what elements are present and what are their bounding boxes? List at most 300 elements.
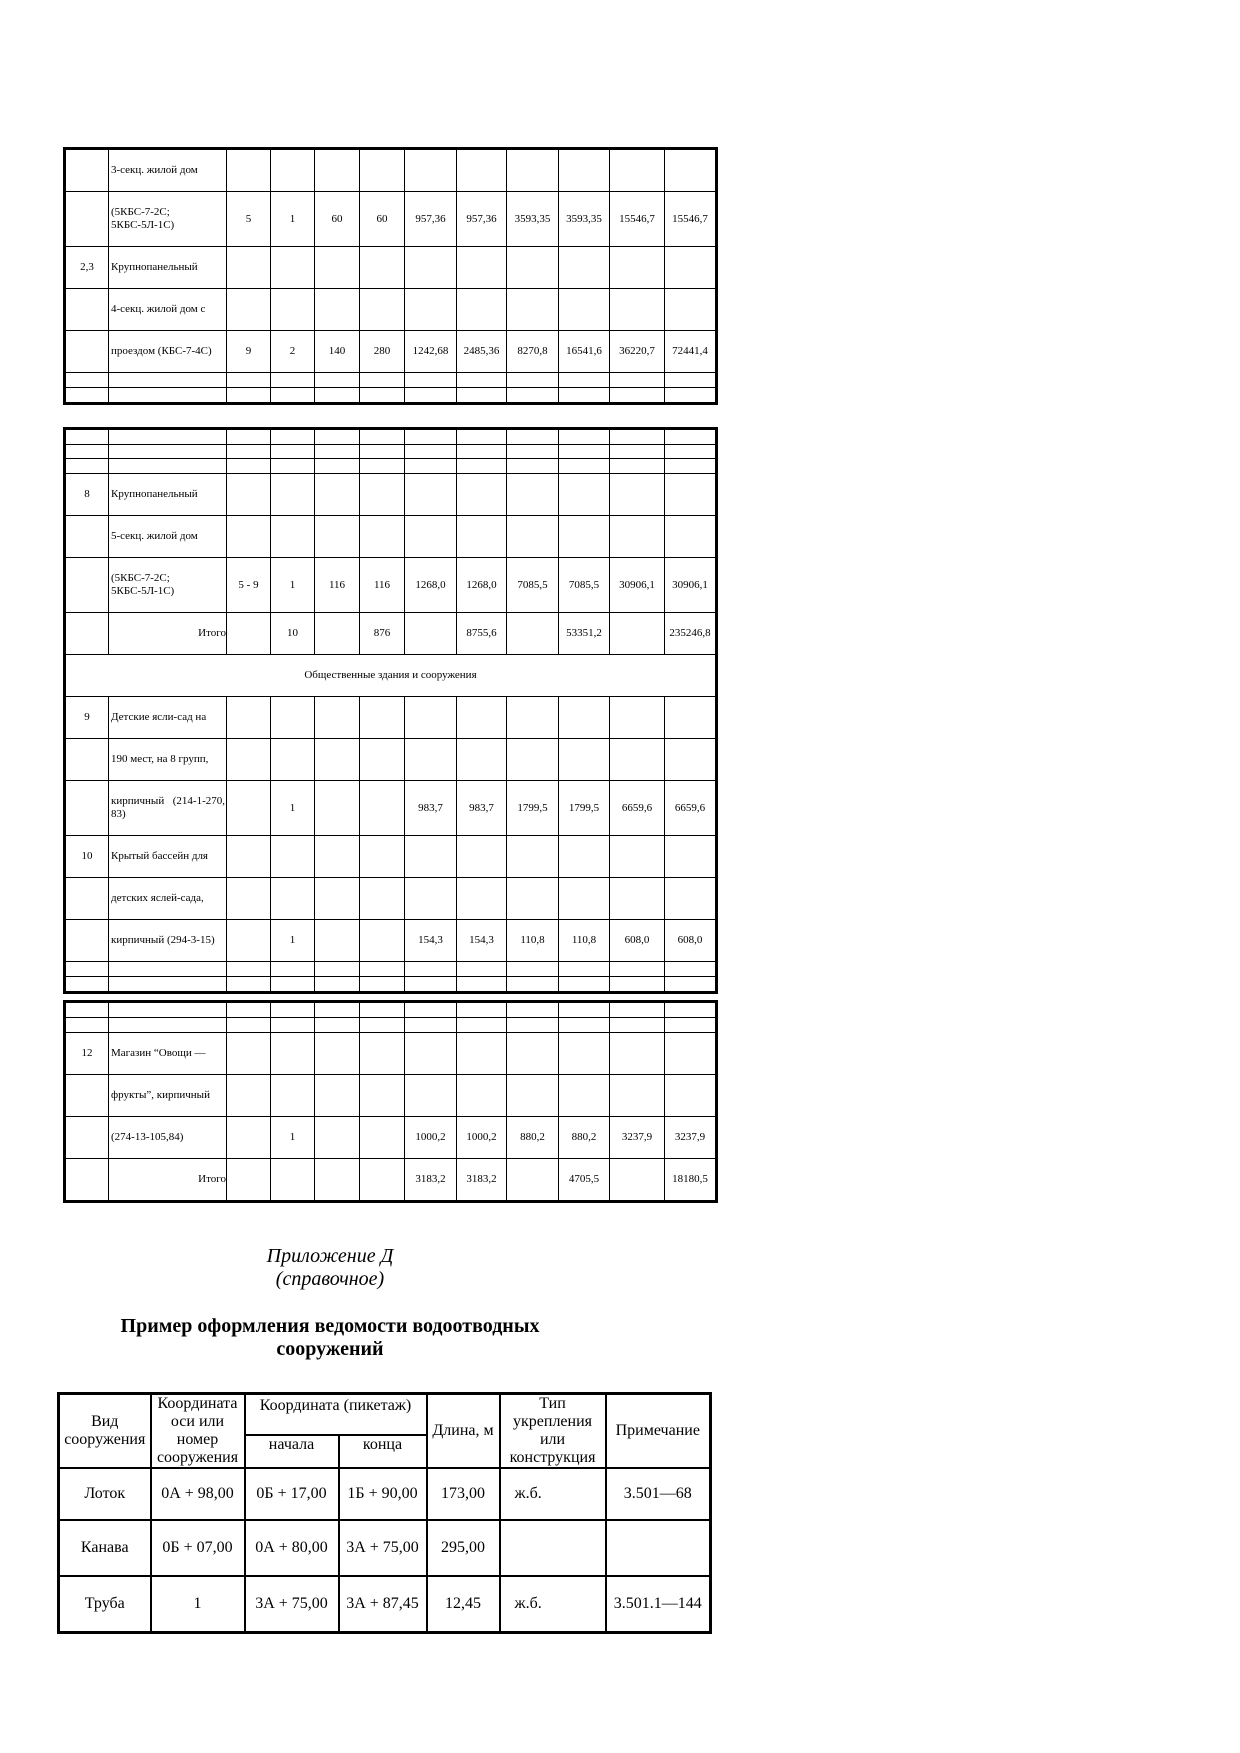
section-title: Общественные здания и сооружения [65,655,717,697]
value-cell [457,459,507,474]
value-cell [457,445,507,459]
number-cell [65,977,109,993]
value-cell [271,388,315,404]
value-cell [227,920,271,962]
value-cell: 15546,7 [665,192,717,247]
value-cell [507,1018,559,1033]
housing-table-part-1-body [65,149,717,404]
value-cell [507,429,559,445]
value-cell [610,474,665,516]
value-cell: 30906,1 [610,558,665,613]
appendix-heading [200,1245,460,1291]
value-cell [405,962,457,977]
drainage-cell: 0Б + 17,00 [245,1468,339,1520]
value-cell [271,429,315,445]
value-cell [610,836,665,878]
value-cell [227,739,271,781]
table-row [65,1117,717,1159]
value-cell [507,247,559,289]
value-cell [457,878,507,920]
number-cell [65,739,109,781]
value-cell [610,149,665,192]
value-cell [559,697,610,739]
value-cell [405,373,457,388]
number-cell [65,613,109,655]
spacer-row [65,459,717,474]
value-cell [559,388,610,404]
value-cell [610,613,665,655]
value-cell [405,388,457,404]
drainage-table-body [59,1468,711,1632]
value-cell [559,739,610,781]
value-cell [610,1033,665,1075]
page-title-line-2: сооружений [276,1338,384,1360]
value-cell [507,878,559,920]
value-cell [360,1075,405,1117]
value-cell [227,388,271,404]
value-cell [271,516,315,558]
value-cell [227,781,271,836]
appendix-label: Приложение Д [266,1245,394,1267]
value-cell [360,1018,405,1033]
value-cell [665,739,717,781]
value-cell [507,1075,559,1117]
value-cell [271,739,315,781]
name-cell: Крупнопанельный [109,247,227,289]
drainage-cell: 3.501—68 [606,1468,711,1520]
value-cell [610,445,665,459]
spacer-row [65,1018,717,1033]
table-row [65,192,717,247]
value-cell [360,1033,405,1075]
value-cell [559,1002,610,1018]
value-cell [227,836,271,878]
value-cell: 608,0 [610,920,665,962]
value-cell [665,1033,717,1075]
value-cell [559,474,610,516]
value-cell [559,1018,610,1033]
value-cell: 1268,0 [457,558,507,613]
value-cell [405,1018,457,1033]
value-cell [227,1033,271,1075]
value-cell [271,878,315,920]
section-row [65,655,717,697]
value-cell: 1799,5 [559,781,610,836]
value-cell: 957,36 [405,192,457,247]
value-cell [315,613,360,655]
value-cell [227,1159,271,1202]
value-cell: 880,2 [507,1117,559,1159]
value-cell: 60 [315,192,360,247]
value-cell [665,962,717,977]
value-cell [457,977,507,993]
value-cell: 1242,68 [405,331,457,373]
value-cell: 154,3 [405,920,457,962]
value-cell [665,459,717,474]
value-cell [227,962,271,977]
number-cell [65,878,109,920]
housing-table-part-2 [63,427,718,994]
value-cell [360,962,405,977]
value-cell [610,373,665,388]
value-cell [457,247,507,289]
name-cell: 5-секц. жилой дом [109,516,227,558]
value-cell: 983,7 [457,781,507,836]
name-cell: 4-секц. жилой дом с [109,289,227,331]
header-axis: Координата оси или номер сооружения [151,1394,245,1469]
table-row [65,1075,717,1117]
value-cell [405,878,457,920]
drainage-cell: Лоток [59,1468,151,1520]
number-cell [65,373,109,388]
name-cell [109,373,227,388]
value-cell [507,388,559,404]
value-cell [227,878,271,920]
table-row [65,920,717,962]
value-cell [360,474,405,516]
number-cell [65,516,109,558]
value-cell [315,1002,360,1018]
number-cell [65,331,109,373]
total-row [65,1159,717,1202]
value-cell [665,388,717,404]
number-cell [65,1117,109,1159]
table-row [65,1033,717,1075]
value-cell [665,836,717,878]
value-cell [360,516,405,558]
value-cell [507,516,559,558]
value-cell: 3593,35 [559,192,610,247]
value-cell: 1 [271,192,315,247]
value-cell [227,516,271,558]
value-cell [665,149,717,192]
name-cell: (5КБС-7-2С; 5КБС-5Л-1С) [109,192,227,247]
value-cell [360,247,405,289]
value-cell [457,474,507,516]
value-cell [315,474,360,516]
value-cell [559,977,610,993]
value-cell [405,289,457,331]
value-cell [227,474,271,516]
value-cell [360,697,405,739]
name-cell: Крупнопанельный [109,474,227,516]
value-cell [227,289,271,331]
drainage-cell: 3А + 75,00 [339,1520,427,1576]
value-cell [227,1117,271,1159]
value-cell [405,459,457,474]
name-cell: Детские ясли-сад на [109,697,227,739]
value-cell [315,149,360,192]
value-cell [315,739,360,781]
value-cell [271,247,315,289]
value-cell [360,289,405,331]
value-cell [360,920,405,962]
value-cell [665,474,717,516]
value-cell [227,445,271,459]
drainage-cell: ж.б. [500,1468,606,1520]
value-cell: 280 [360,331,405,373]
value-cell [559,878,610,920]
value-cell [507,149,559,192]
value-cell [457,836,507,878]
value-cell [610,247,665,289]
value-cell: 8755,6 [457,613,507,655]
table-row [65,878,717,920]
number-cell [65,781,109,836]
value-cell [507,459,559,474]
drainage-row [59,1468,711,1520]
header-end: конца [339,1435,427,1468]
value-cell [271,1033,315,1075]
value-cell [315,459,360,474]
value-cell [610,429,665,445]
drainage-cell: 3А + 75,00 [245,1576,339,1632]
number-cell [65,1018,109,1033]
value-cell [227,697,271,739]
table-row [65,474,717,516]
value-cell [457,739,507,781]
drainage-cell: Канава [59,1520,151,1576]
value-cell [665,445,717,459]
number-cell: 10 [65,836,109,878]
appendix-note: (справочное) [275,1268,385,1290]
value-cell [559,373,610,388]
spacer-row [65,388,717,404]
value-cell [315,289,360,331]
name-cell: 3-секц. жилой дом [109,149,227,192]
drainage-cell: 12,45 [427,1576,500,1632]
table-row [65,516,717,558]
value-cell [507,836,559,878]
name-cell: (5КБС-7-2С; 5КБС-5Л-1С) [109,558,227,613]
value-cell [457,697,507,739]
drainage-cell: 1Б + 90,00 [339,1468,427,1520]
number-cell: 12 [65,1033,109,1075]
value-cell: 1799,5 [507,781,559,836]
number-cell [65,459,109,474]
value-cell: 3237,9 [610,1117,665,1159]
value-cell: 1000,2 [405,1117,457,1159]
value-cell [665,697,717,739]
housing-table-part-1 [63,147,718,405]
value-cell: 6659,6 [610,781,665,836]
value-cell [360,445,405,459]
value-cell [360,1002,405,1018]
value-cell [405,445,457,459]
drainage-cell [500,1520,606,1576]
spacer-row [65,445,717,459]
drainage-row [59,1520,711,1576]
value-cell [457,388,507,404]
value-cell: 1 [271,1117,315,1159]
number-cell [65,429,109,445]
number-cell [65,289,109,331]
value-cell [457,962,507,977]
value-cell [315,781,360,836]
value-cell [610,388,665,404]
table-row [65,247,717,289]
value-cell [405,1075,457,1117]
value-cell [507,977,559,993]
number-cell: 2,3 [65,247,109,289]
number-cell [65,388,109,404]
value-cell: 1268,0 [405,558,457,613]
value-cell [665,289,717,331]
value-cell [405,836,457,878]
value-cell [559,1033,610,1075]
value-cell: 8270,8 [507,331,559,373]
value-cell: 72441,4 [665,331,717,373]
value-cell: 3237,9 [665,1117,717,1159]
value-cell: 957,36 [457,192,507,247]
header-kind: Вид сооружения [59,1394,151,1469]
value-cell [610,739,665,781]
drainage-cell: 0А + 98,00 [151,1468,245,1520]
value-cell [610,459,665,474]
number-cell [65,1159,109,1202]
drainage-cell: 173,00 [427,1468,500,1520]
value-cell [315,1018,360,1033]
value-cell [315,836,360,878]
value-cell [457,1018,507,1033]
value-cell [405,1002,457,1018]
value-cell [360,149,405,192]
value-cell [271,149,315,192]
value-cell [271,289,315,331]
value-cell [507,474,559,516]
value-cell [610,516,665,558]
value-cell [559,247,610,289]
value-cell: 3183,2 [405,1159,457,1202]
value-cell: 10 [271,613,315,655]
header-start: начала [245,1435,339,1468]
value-cell [665,516,717,558]
value-cell [405,977,457,993]
value-cell [457,289,507,331]
value-cell [227,1018,271,1033]
value-cell [315,1117,360,1159]
value-cell [405,613,457,655]
drainage-structures-table [57,1392,712,1634]
value-cell [559,836,610,878]
value-cell [360,1117,405,1159]
header-type: Тип укрепления или конструкция [500,1394,606,1469]
number-cell [65,445,109,459]
value-cell [271,459,315,474]
drainage-cell: 0А + 80,00 [245,1520,339,1576]
value-cell [665,1075,717,1117]
value-cell: 53351,2 [559,613,610,655]
value-cell [227,1075,271,1117]
name-cell: фрукты”, кирпичный [109,1075,227,1117]
value-cell [665,1002,717,1018]
number-cell [65,962,109,977]
value-cell [610,289,665,331]
value-cell [360,373,405,388]
value-cell [271,1159,315,1202]
value-cell [665,977,717,993]
value-cell [405,697,457,739]
value-cell: 116 [360,558,405,613]
drainage-cell: 3А + 87,45 [339,1576,427,1632]
value-cell [610,878,665,920]
name-cell: 190 мест, на 8 групп, [109,739,227,781]
value-cell: 5 [227,192,271,247]
drainage-cell: ж.б. [500,1576,606,1632]
value-cell [315,1033,360,1075]
value-cell [457,429,507,445]
table-row [65,836,717,878]
value-cell [559,1075,610,1117]
name-cell: Крытый бассейн для [109,836,227,878]
value-cell [227,247,271,289]
value-cell [315,1159,360,1202]
name-cell [109,429,227,445]
value-cell: 15546,7 [610,192,665,247]
value-cell [227,149,271,192]
value-cell [457,516,507,558]
value-cell [507,289,559,331]
value-cell [507,445,559,459]
value-cell [507,1159,559,1202]
name-cell [109,388,227,404]
value-cell [665,1018,717,1033]
value-cell: 9 [227,331,271,373]
housing-table-part-2-body [65,429,717,993]
value-cell [457,1075,507,1117]
value-cell [507,1002,559,1018]
name-cell [109,445,227,459]
value-cell [507,373,559,388]
number-cell [65,192,109,247]
value-cell [315,388,360,404]
value-cell [457,149,507,192]
value-cell: 2485,36 [457,331,507,373]
table-row [65,739,717,781]
value-cell: 2 [271,331,315,373]
spacer-row [65,373,717,388]
housing-table-part-3 [63,1000,718,1203]
value-cell [405,1033,457,1075]
number-cell [65,558,109,613]
value-cell: 235246,8 [665,613,717,655]
table-row [65,697,717,739]
name-cell: Магазин “Овощи — [109,1033,227,1075]
name-cell: (274-13-105,84) [109,1117,227,1159]
value-cell: 140 [315,331,360,373]
name-cell: проездом (КБС-7-4С) [109,331,227,373]
value-cell: 880,2 [559,1117,610,1159]
value-cell [610,977,665,993]
value-cell [271,474,315,516]
value-cell: 30906,1 [665,558,717,613]
number-cell [65,920,109,962]
value-cell [610,1075,665,1117]
value-cell [559,429,610,445]
value-cell [315,920,360,962]
value-cell [507,1033,559,1075]
value-cell [227,977,271,993]
drainage-cell: 1 [151,1576,245,1632]
value-cell [360,459,405,474]
value-cell: 4705,5 [559,1159,610,1202]
value-cell [507,962,559,977]
value-cell [405,149,457,192]
value-cell [360,878,405,920]
total-row [65,613,717,655]
value-cell [271,1075,315,1117]
value-cell [315,1075,360,1117]
